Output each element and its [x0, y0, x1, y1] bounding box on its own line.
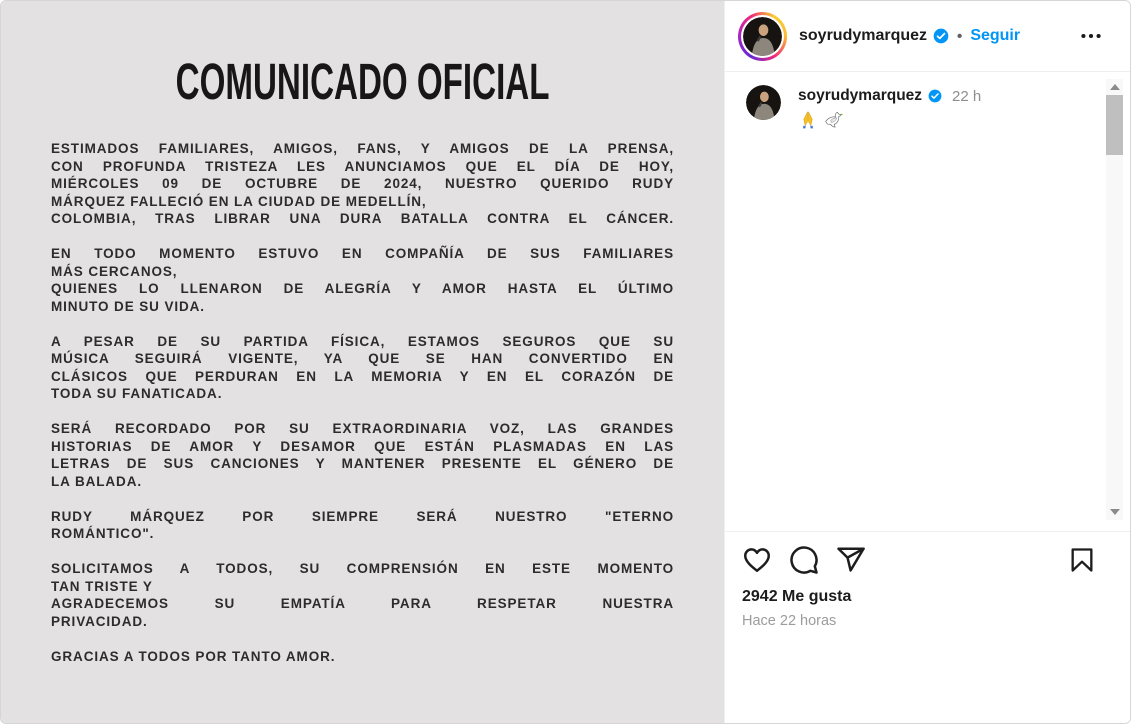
avatar[interactable] — [743, 17, 782, 56]
comment-bubble-icon — [789, 545, 819, 575]
ellipsis-icon — [1078, 23, 1104, 49]
share-button[interactable] — [836, 545, 866, 575]
verified-badge-icon — [933, 28, 949, 44]
story-ring[interactable] — [738, 12, 787, 61]
statement-line: SOLICITAMOS A TODOS, SU COMPRENSIÓN EN ESTE MOMENTO — [51, 561, 674, 576]
statement-line: RUDY MÁRQUEZ POR SIEMPRE SERÁ NUESTRO "ETERNO — [51, 508, 674, 524]
statement-line: CON PROFUNDA TRISTEZA LES ANUNCIAMOS QUE EL DÍA DE HOY, — [51, 158, 674, 174]
likes-count[interactable]: 2942 Me gusta — [742, 588, 852, 605]
statement-line: HISTORIAS DE AMOR Y DESAMOR QUE ESTÁN PLASMADAS EN LAS — [51, 438, 674, 454]
statement-paragraph — [51, 560, 674, 630]
statement-line: TAN TRISTE Y — [51, 578, 153, 594]
more-options-button[interactable] — [1074, 19, 1108, 53]
post-sidebar — [724, 1, 1130, 723]
comments-area — [725, 72, 1130, 531]
statement-paragraph — [51, 245, 674, 315]
paper-plane-icon — [836, 545, 866, 575]
statement-line: LA BALADA. — [51, 473, 142, 489]
statement-line: MÁS CERCANOS, — [51, 263, 178, 279]
like-button[interactable] — [742, 545, 772, 575]
action-row — [742, 545, 1096, 575]
folded-hands-emoji — [798, 110, 818, 130]
comment-avatar[interactable] — [746, 85, 781, 120]
comment-username[interactable]: soyrudymarquez — [798, 87, 923, 104]
statement-title-wrap — [51, 53, 674, 110]
statement-paragraph — [51, 420, 674, 490]
statement-line: PRIVACIDAD. — [51, 613, 148, 629]
statement-paragraph — [51, 140, 674, 228]
statement-line: GRACIAS A TODOS POR TANTO AMOR. — [51, 648, 336, 664]
header-username[interactable]: soyrudymarquez — [799, 27, 928, 44]
statement-paragraph — [51, 648, 674, 666]
statement-line: MÚSICA SEGUIRÁ VIGENTE, YA QUE SE HAN CONVERTIDO EN — [51, 351, 674, 366]
actions-section — [725, 531, 1130, 723]
statement-paragraph — [51, 333, 674, 403]
scrollbar-up-arrow-icon[interactable] — [1106, 79, 1123, 95]
statement-line: TODA SU FANATICADA. — [51, 386, 223, 401]
statement-line: EN TODO MOMENTO ESTUVO EN COMPAÑÍA DE SUS FAMILIARES — [51, 246, 674, 261]
statement-body — [51, 140, 674, 665]
save-button[interactable] — [1068, 545, 1096, 575]
statement-line: ESTIMADOS FAMILIARES, AMIGOS, FANS, Y AMIGOS DE LA PRENSA, — [51, 141, 674, 156]
comments-scrollbar[interactable] — [1106, 79, 1123, 520]
statement-line: LETRAS DE SUS CANCIONES Y MANTENER PRESENTE EL GÉNERO DE — [51, 456, 674, 471]
bookmark-icon — [1068, 545, 1096, 575]
post-header — [725, 1, 1130, 72]
comment-time: 22 h — [952, 87, 982, 105]
follow-button[interactable]: Seguir — [970, 27, 1021, 44]
statement-line: MINUTO DE SU VIDA. — [51, 298, 205, 314]
scrollbar-track[interactable] — [1106, 95, 1123, 504]
statement-line: MIÉRCOLES 09 DE OCTUBRE DE 2024, NUESTRO QUERIDO RUDY — [51, 176, 674, 191]
comment-text-emojis — [798, 110, 981, 130]
statement-line: COLOMBIA, TRAS LIBRAR UNA DURA BATALLA CONTRA EL CÁNCER. — [51, 211, 674, 226]
dove-emoji — [822, 110, 844, 130]
post-image — [1, 1, 724, 723]
statement-line: MÁRQUEZ FALLECIÓ EN LA CIUDAD DE MEDELLÍN, — [51, 193, 427, 209]
verified-badge-icon — [928, 89, 942, 103]
statement-line: AGRADECEMOS SU EMPATÍA PARA RESPETAR NUESTRA — [51, 596, 674, 611]
statement-line: CLÁSICOS QUE PERDURAN EN LA MEMORIA Y EN EL CORAZÓN DE — [51, 368, 674, 384]
heart-icon — [742, 545, 772, 575]
statement-line: SERÁ RECORDADO POR SU EXTRAORDINARIA VOZ, LAS GRANDES — [51, 421, 674, 436]
scrollbar-down-arrow-icon[interactable] — [1106, 504, 1123, 520]
caption-comment — [746, 85, 1086, 130]
separator-dot: • — [957, 27, 963, 45]
statement-line: QUIENES LO LLENARON DE ALEGRÍA Y AMOR HASTA EL ÚLTIMO — [51, 281, 674, 296]
scrollbar-thumb[interactable] — [1106, 95, 1123, 155]
statement-paragraph — [51, 508, 674, 543]
comment-button[interactable] — [789, 545, 819, 575]
statement-line: A PESAR DE SU PARTIDA FÍSICA, ESTAMOS SEGUROS QUE SU — [51, 333, 674, 349]
statement-line: ROMÁNTICO". — [51, 526, 155, 541]
post-timestamp: Hace 22 horas — [742, 613, 837, 629]
statement-title: COMUNICADO OFICIAL — [175, 53, 550, 110]
